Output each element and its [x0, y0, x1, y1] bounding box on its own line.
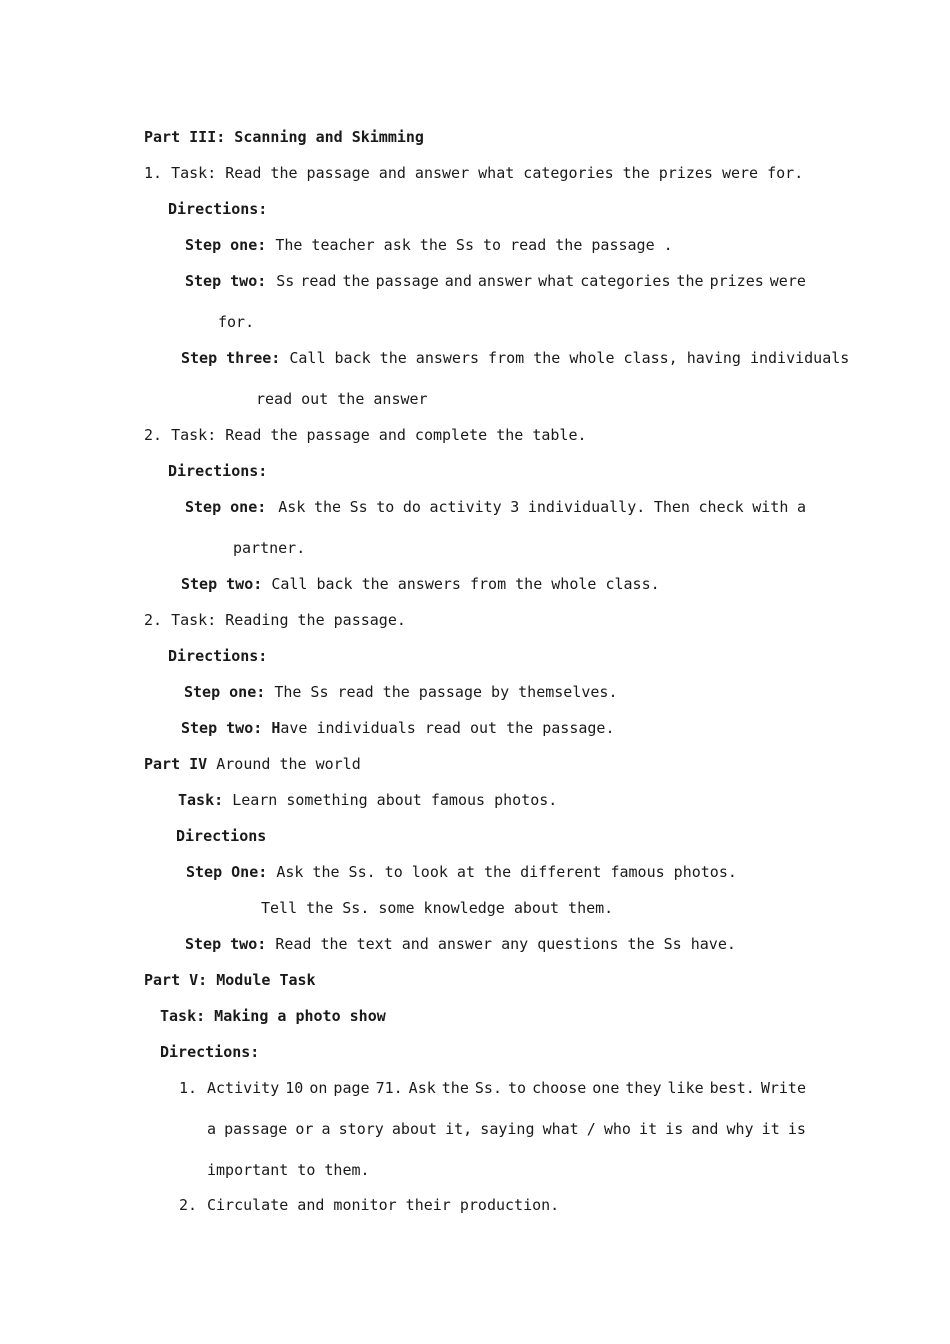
step-text-justified [278, 497, 806, 517]
task3-step1 [184, 682, 617, 702]
word: about [391, 1120, 438, 1138]
part5-task: Task: Making a photo show [160, 1007, 386, 1025]
item2-number: 2. [179, 1196, 198, 1214]
word: activity [429, 498, 502, 516]
heading-text: Around the world [216, 755, 361, 773]
task1-step2-cont: for. [218, 313, 255, 331]
task1-step2 [185, 271, 806, 291]
word: the [313, 498, 342, 516]
word: best. [709, 1079, 755, 1097]
word: or [295, 1120, 314, 1138]
item1-line1 [207, 1078, 806, 1098]
task1-step1 [185, 235, 673, 255]
task1-step3 [181, 348, 849, 368]
task2-text: 2. Task: Read the passage and complete the table. [144, 426, 587, 444]
word: a [796, 498, 806, 516]
step-text-justified [276, 271, 806, 291]
part4-directions: Directions [176, 827, 267, 845]
word: why [726, 1120, 754, 1138]
word: it [639, 1120, 658, 1138]
word: Ss [276, 272, 295, 290]
word: what [542, 1120, 579, 1138]
item2-text: Circulate and monitor their production. [207, 1196, 560, 1214]
step-label: Step One: [186, 863, 268, 881]
item1-number: 1. [179, 1079, 198, 1097]
part4-step2 [185, 934, 736, 954]
part4-step1-cont: Tell the Ss. some knowledge about them. [261, 899, 614, 917]
task1-directions: Directions: [168, 200, 268, 218]
step-text: Call back the answers from the whole class. [271, 575, 660, 593]
word: the [342, 272, 370, 290]
word: categories [580, 272, 671, 290]
task3-directions: Directions: [168, 647, 268, 665]
item1-line3: important to them. [207, 1161, 370, 1179]
word: is [787, 1120, 806, 1138]
word: check [698, 498, 744, 516]
part4-task [178, 790, 557, 810]
word: Activity [207, 1079, 280, 1097]
word: to [376, 498, 395, 516]
step-label: Step two: [181, 575, 263, 593]
word: and [691, 1120, 719, 1138]
word: prizes [709, 272, 764, 290]
word: the [441, 1079, 469, 1097]
step-label: Step one: [184, 683, 266, 701]
word: a [207, 1120, 217, 1138]
word: Then [653, 498, 690, 516]
word: on [309, 1079, 328, 1097]
task2-step1-cont: partner. [233, 539, 306, 557]
task-label: Task: [178, 791, 224, 809]
task2-step2 [181, 574, 660, 594]
word: answer [477, 272, 533, 290]
word: they [625, 1079, 662, 1097]
word: / [586, 1120, 596, 1138]
initial-letter: H [271, 719, 281, 737]
word: one [592, 1079, 620, 1097]
word: saying [480, 1120, 535, 1138]
task2-step1 [185, 497, 806, 517]
heading-label: Part IV [144, 755, 208, 773]
word: it [761, 1120, 780, 1138]
word: the [676, 272, 704, 290]
step-text: Read the text and answer any questions the Ss have. [275, 935, 736, 953]
word: do [402, 498, 421, 516]
word: with [752, 498, 789, 516]
step-label: Step one: [185, 498, 267, 516]
word: a [321, 1120, 331, 1138]
task1-text: 1. Task: Read the passage and answer what categories the prizes were for. [144, 164, 804, 182]
word: choose [532, 1079, 587, 1097]
word: to [508, 1079, 527, 1097]
task1-step3-cont: read out the answer [256, 390, 428, 408]
word: were [769, 272, 806, 290]
word: Ss [349, 498, 368, 516]
part5-heading: Part V: Module Task [144, 971, 316, 989]
task2-directions: Directions: [168, 462, 268, 480]
step-text: The teacher ask the Ss to read the passage . [275, 236, 673, 254]
step-label: Step one: [185, 236, 267, 254]
word: is [665, 1120, 684, 1138]
part4-step1 [186, 862, 737, 882]
word: Ask [408, 1079, 436, 1097]
word: and [444, 272, 472, 290]
word: who [603, 1120, 631, 1138]
word: what [538, 272, 575, 290]
step-text: Ask the Ss. to look at the different famous photos. [276, 863, 737, 881]
word: 3 [510, 498, 520, 516]
step-label: Step two: [181, 719, 263, 737]
task-text: Learn something about famous photos. [232, 791, 558, 809]
word: story [338, 1120, 384, 1138]
word: individually. [527, 498, 646, 516]
task3-text: 2. Task: Reading the passage. [144, 611, 406, 629]
item1-line2 [207, 1119, 806, 1139]
word: like [667, 1079, 704, 1097]
word: passage [375, 272, 439, 290]
step-text: Call back the answers from the whole class, having individuals [289, 349, 850, 367]
word: 10 [285, 1079, 304, 1097]
word: read [300, 272, 337, 290]
part5-directions: Directions: [160, 1043, 260, 1061]
step-label: Step three: [181, 349, 281, 367]
word: passage [224, 1120, 288, 1138]
word: page [333, 1079, 370, 1097]
step-label: Step two: [185, 935, 267, 953]
part4-heading [144, 754, 361, 774]
word: Ask [278, 498, 306, 516]
task3-step2 [181, 718, 614, 738]
step-label: Step two: [185, 272, 267, 290]
word: Ss. [474, 1079, 502, 1097]
part3-heading: Part III: Scanning and Skimming [144, 128, 424, 146]
step-text: ave individuals read out the passage. [280, 719, 615, 737]
word: Write [760, 1079, 806, 1097]
word: it, [445, 1120, 473, 1138]
word: 71. [375, 1079, 403, 1097]
step-text: The Ss read the passage by themselves. [274, 683, 618, 701]
